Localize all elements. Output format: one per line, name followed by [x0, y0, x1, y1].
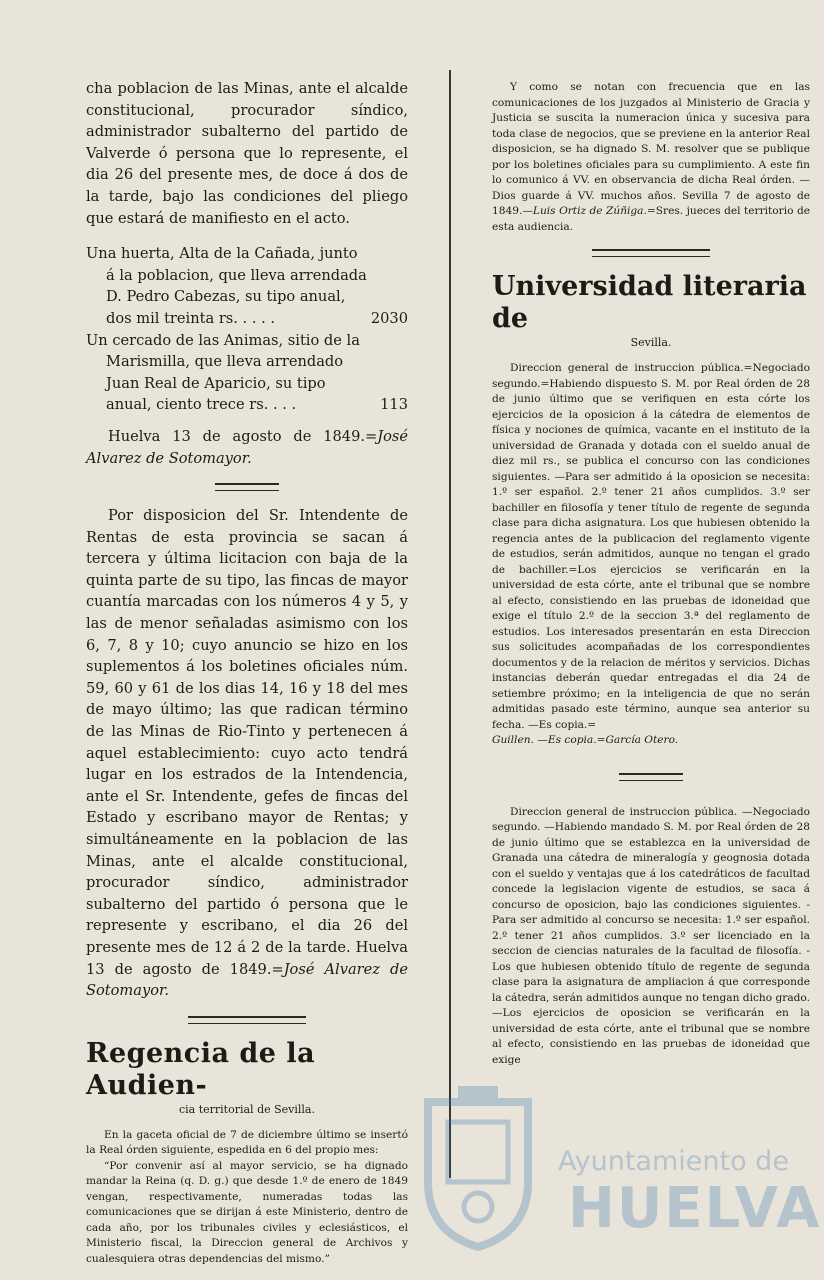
right-column [492, 80, 810, 1068]
numeracion-paragraph [492, 80, 810, 235]
gaceta-paragraph: En la gaceta oficial de 7 de diciembre último se insertó la Real órden siguiente, espedida en 6 del propio mes: [86, 1128, 408, 1157]
property-item-huerta [86, 243, 408, 329]
property-item-huerta-text: Una huerta, Alta de la Cañada, junto á la poblacion, que lleva arrendada D. Pedro Cabezas, su tipo anual, dos mil treinta rs. . . . . [86, 245, 367, 327]
signature-ortiz: Luis Ortiz de Zúñiga. [532, 205, 647, 217]
watermark-line-1: Ayuntamiento de [558, 1146, 789, 1177]
signature-1: José Alvarez de Sotomayor. [86, 427, 408, 467]
property-item-cercado-value: 113 [380, 396, 408, 414]
section-rule-4 [619, 773, 683, 781]
numeracion-text: Y como se notan con frecuencia que en las comunicaciones de los juzgados al Ministerio de Gracia y Justicia se suscita la numeracion única y sucesiva para toda clase de negocios, que se previene en la anterior Real disposicion, se ha dignado S. M. resolver que se publique por los boletines oficiales para su cumplimiento. A este fin lo comunico á VV. en observancia de dicha Real órden. —Dios guarde á VV. muchos años. Sevilla 7 de agosto de 1849.— [492, 81, 810, 217]
oposicion-fisica-paragraph: Direccion general de instruccion pública.=Negociado segundo.=Habiendo dispuesto S. M. por Real órden de 28 de junio último que se verifiquen en esta córte los ejercicios de la oposicion á la cátedra de elementos de física y nociones de química, vacante en el instituto de la universidad de Granada y dotada con el sueldo anual de diez mil rs., se publica el concurso con las condiciones siguientes. —Para ser admitido á la oposicion se necesita: 1.º ser español. 2.º tener 21 años cumplidos. 3.º ser bachiller en filosofía y tener título de regente de segunda clase para dicha asignatura. Los que hubiesen obtenido la regencia antes de la publicacion del reglamento vigente de estudios, serán admitidos, aunque no tengan el grado de bachiller.=Los ejercicios se verificarán en la universidad de esta córte, ante el tribunal que se nombre al efecto, consistiendo en las pruebas de idoneidad que exige el título 2.º de la seccion 3.ª del reglamento de estudios. Los interesados presentarán en esta Direccion sus solicitudes acompañadas de los correspondientes documentos y de la relacion de méritos y servicios. Dichas instancias deberán quedar entregadas el dia 24 de setiembre próximo; en la inteligencia de que no serán admitidas pasado este término, aunque sea anterior su fecha. —Es copia.= [492, 362, 810, 731]
property-item-cercado-text: Un cercado de las Animas, sitio de la Marismilla, que lleva arrendado Juan Real de Aparicio, su tipo anual, ciento trece rs. . . . [86, 331, 360, 414]
section-heading-regencia: Regencia de la Audien- [86, 1037, 316, 1101]
coat-of-arms-icon [418, 1082, 538, 1252]
watermark-line-2: HUELVA [568, 1176, 822, 1241]
numeracion-closing: =Sres. jueces del territorio de esta audiencia. [492, 205, 810, 233]
dateline-1: Huelva 13 de agosto de 1849.= [108, 427, 378, 445]
column-divider [449, 70, 451, 1178]
archive-watermark [418, 1082, 822, 1262]
oposicion-mineralogia-paragraph: Direccion general de instruccion pública. —Negociado segundo. —Habiendo mandado S. M. por Real órden de 28 de junio último que se establezca en la universidad de Granada una cátedra de mineralogía y geognosia dotada con el sueldo y ventajas que á los catedráticos de facultad concede la legislacion vigente de estudios, se saca á concurso de oposicion, bajo las condiciones siguientes. - Para ser admitido al concurso se necesita: 1.º ser español. 2.º tener 21 años cumplidos. 3.º ser licenciado en la seccion de ciencias naturales de la facultad de filosofía. - Los que hubiesen obtenido título de regente de segunda clase para la asignatura de ampliacion á que corresponde la cátedra, serán admitidos aunque no tengan dicho grado. —Los ejercicios de oposicion se verificarán en la universidad de esta córte, ante el tribunal que se nombre al efecto, consistiendo en las pruebas de idoneidad que exige [492, 805, 810, 1066]
section-rule-3 [592, 249, 710, 257]
property-item-cercado [86, 330, 408, 416]
auction-paragraph-continued: cha poblacion de las Minas, ante el alcalde constitucional, procurador síndico, administrador subalterno del partido de Valverde ó persona que lo represente, el dia 26 del presente mes, de doce á dos de la tarde, bajo las condiciones del pliego que estará de manifiesto en el acto. [86, 80, 408, 227]
section-subheading-regencia: cia territorial de Sevilla. [178, 1102, 315, 1116]
section-subheading-universidad: Sevilla. [630, 336, 672, 349]
section-rule-1 [215, 483, 279, 491]
section-rule-2 [188, 1016, 306, 1024]
section-heading-universidad: Universidad literaria de [492, 271, 807, 334]
signature-2: José Alvarez de Sotomayor. [86, 960, 408, 1000]
left-column [86, 78, 408, 1267]
intendente-notice [86, 505, 408, 1002]
signature-guillen: Guillen. —Es copia.=García Otero. [492, 734, 679, 746]
real-orden-quote: “Por convenir así al mayor servicio, se ha dignado mandar la Reina (q. D. g.) que desde 1.º de enero de 1849 vengan, respectivamente, numeradas todas las comunicaciones que se dirijan á este Ministerio, dentro de cada año, por los tribunales civiles y eclesiásticos, el Ministerio fiscal, la Direccion general de Archivos y cualesquiera otras dependencias del mismo.” [86, 1159, 408, 1265]
intendente-notice-text: Por disposicion del Sr. Intendente de Rentas de esta provincia se sacan á tercera y última licitacion con baja de la quinta parte de su tipo, las fincas de mayor cuantía marcadas con los números 4 y 5, y las de menor señaladas asimismo con los 6, 7, 8 y 10; cuyo anuncio se hizo en los suplementos á los boletines oficiales núm. 59, 60 y 61 de los dias 14, 16 y 18 del mes de mayo último; las que radican término de las Minas de Rio-Tinto y pertenecen á aquel establecimiento: cuyo acto tendrá lugar en los estrados de la Intendencia, ante el Sr. Intendente, gefes de fincas del Estado y escribano mayor de Rentas; y simultáneamente en la poblacion de las Minas, ante el alcalde constitucional, procurador síndico, administrador subalterno del partido ó persona que le represente y escribano, el dia 26 del presente mes de 12 á 2 de la tarde. Huelva 13 de agosto de 1849.= [86, 507, 408, 978]
dateline-signature-1 [86, 426, 408, 469]
property-item-huerta-value: 2030 [370, 309, 408, 327]
